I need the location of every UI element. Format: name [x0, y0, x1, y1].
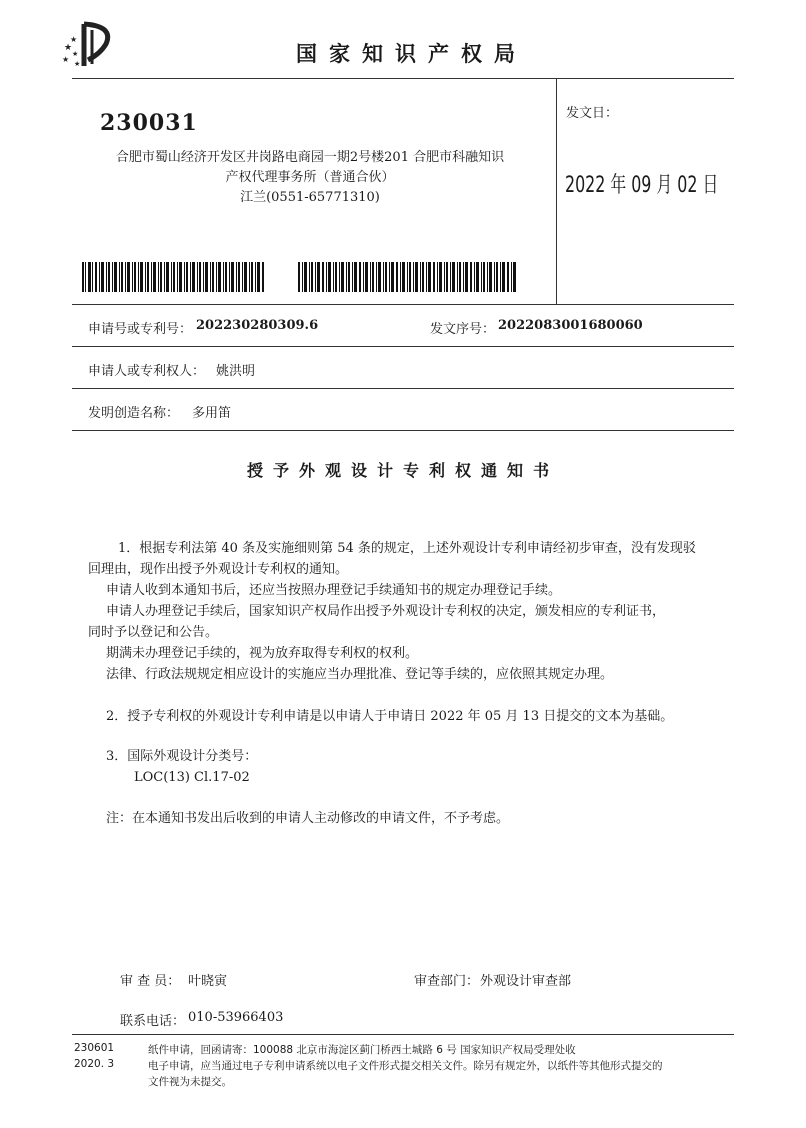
phone-number: 010-53966403 — [188, 1010, 284, 1025]
cnipa-logo-icon — [62, 20, 122, 70]
invention-name: 多用笛 — [192, 406, 232, 421]
row-divider — [72, 346, 734, 347]
notice-title: 授予外观设计专利权通知书 — [246, 461, 559, 480]
svg-text:★: ★ — [62, 55, 70, 64]
paragraph-1-line-1: 1．根据专利法第 40 条及实施细则第 54 条的规定，上述外观设计专利申请经初步审查，没有发现驳 — [118, 541, 696, 556]
examiner-label: 审 查 员： — [120, 974, 181, 989]
svg-text:★: ★ — [64, 43, 73, 53]
examiner-name: 叶晓寅 — [188, 974, 228, 989]
paragraph-1-line-3: 申请人收到本通知书后，还应当按照办理登记手续通知书的规定办理登记手续。 — [106, 583, 562, 598]
classification-code: LOC(13) Cl.17-02 — [134, 770, 250, 785]
address-line-2: 产权代理事务所（普通合伙） — [225, 170, 395, 185]
row-divider — [72, 388, 734, 389]
barcode-right — [298, 262, 516, 292]
application-number: 202230280309.6 — [196, 318, 319, 333]
dispatch-date: 2022 年 09 月 02 日 — [565, 173, 719, 198]
paragraph-1-line-7: 法律、行政法规规定相应设计的实施应当办理批准、登记等手续的，应依照其规定办理。 — [106, 667, 614, 682]
paragraph-3-line-1: 3．国际外观设计分类号： — [106, 749, 258, 764]
date-box-divider — [556, 78, 557, 304]
header-divider — [72, 78, 734, 79]
form-date: 2020. 3 — [74, 1058, 115, 1070]
footer-mail-line: 纸件申请，回函请寄：100088 北京市海淀区蓟门桥西土城路 6 号 国家知识产权局受理处收 — [148, 1044, 576, 1056]
applicant-label: 申请人或专利权人： — [88, 364, 206, 379]
office-name: 国家知识产权局 — [296, 42, 527, 66]
paragraph-1-line-6: 期满未办理登记手续的，视为放弃取得专利权的权利。 — [106, 646, 419, 661]
footer-electronic-line: 电子申请，应当通过电子专利申请系统以电子文件形式提交相关文件。除另有规定外，以纸件等其他形式提交的 — [148, 1060, 663, 1072]
department-name: 外观设计审查部 — [480, 974, 572, 989]
phone-label: 联系电话： — [120, 1014, 186, 1029]
paragraph-1-line-5: 同时予以登记和公告。 — [88, 625, 219, 640]
footer-electronic-line-2: 文件视为未提交。 — [148, 1076, 232, 1088]
paragraph-1-line-4: 申请人办理登记手续后，国家知识产权局作出授予外观设计专利权的决定，颁发相应的专利证书， — [106, 604, 666, 619]
paragraph-2: 2．授予专利权的外观设计专利申请是以申请人于申请日 2022 年 05 月 13 日提交的文本为基础。 — [106, 709, 674, 724]
dispatch-number: 2022083001680060 — [498, 318, 643, 333]
row-divider — [72, 430, 734, 431]
application-number-label: 申请号或专利号： — [88, 322, 193, 337]
svg-text:★: ★ — [74, 60, 81, 68]
row-divider — [72, 304, 734, 305]
postcode: 230031 — [100, 110, 198, 136]
dispatch-date-label: 发文日： — [566, 106, 619, 121]
svg-text:★: ★ — [70, 35, 78, 44]
form-code: 230601 — [74, 1042, 115, 1054]
invention-label: 发明创造名称： — [88, 406, 180, 421]
department-label: 审查部门： — [414, 974, 480, 989]
svg-text:★: ★ — [72, 50, 79, 58]
contact-line: 江兰(0551-65771310) — [240, 190, 380, 205]
dispatch-number-label: 发文序号： — [430, 322, 496, 337]
note: 注：在本通知书发出后收到的申请人主动修改的申请文件，不予考虑。 — [106, 811, 510, 826]
paragraph-1-line-2: 回理由，现作出授予外观设计专利权的通知。 — [88, 562, 349, 577]
footer-divider — [72, 1034, 734, 1035]
barcode-left — [82, 262, 264, 292]
applicant-name: 姚洪明 — [216, 364, 256, 379]
address-line-1: 合肥市蜀山经济开发区井岗路电商园一期2号楼201 合肥市科融知识 — [115, 150, 505, 165]
